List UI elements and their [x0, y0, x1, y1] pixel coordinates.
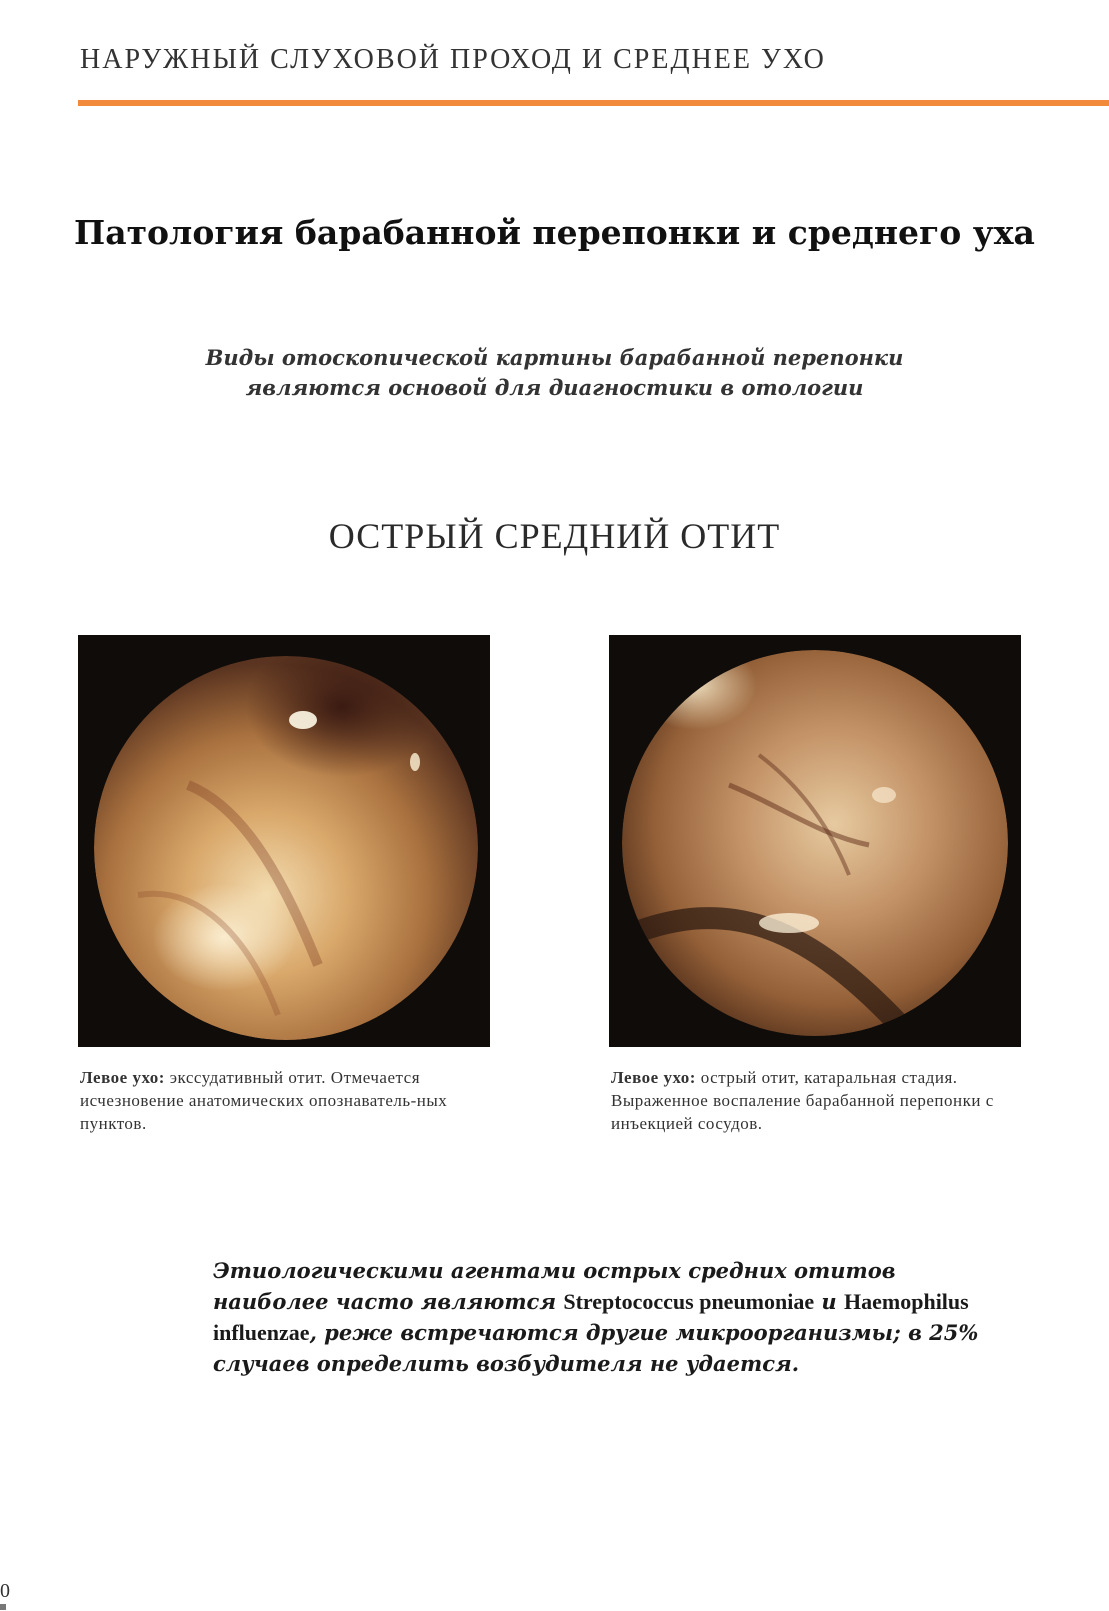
- caption-left: [80, 1066, 492, 1135]
- caption-right-label: Левое ухо:: [611, 1068, 696, 1087]
- subtitle-line-1: Виды отоскопической картины барабанной перепонки: [205, 345, 904, 370]
- caption-left-label: Левое ухо:: [80, 1068, 165, 1087]
- otoscopy-image-right: [609, 635, 1021, 1047]
- note-organism-2: Haemophilus influenzae: [213, 1289, 969, 1345]
- caption-right-text: острый отит, катаральная стадия. Выраженное воспаление барабанной перепонки с инъекцией сосудов.: [611, 1068, 994, 1133]
- otoscopy-photo-left: [78, 635, 490, 1047]
- caption-left-text: экссудативный отит. Отмечается исчезновение анатомических опознаватель-ных пунктов.: [80, 1068, 448, 1133]
- etiology-note: [213, 1255, 1013, 1379]
- otoscopy-photo-right: [609, 635, 1021, 1047]
- otoscopy-image-left: [78, 635, 490, 1047]
- subtitle: [0, 343, 1109, 403]
- running-head: НАРУЖНЫЙ СЛУХОВОЙ ПРОХОД И СРЕДНЕЕ УХО: [80, 44, 826, 75]
- page-title: Патология барабанной перепонки и среднего уха: [74, 213, 1035, 252]
- header-rule: [78, 100, 1109, 106]
- note-conjunction: и: [814, 1289, 845, 1314]
- note-part-2: , реже встречаются другие микроорганизмы; в 25% случаев определить возбудителя не удается.: [213, 1320, 979, 1376]
- note-organism-1: Streptococcus pneumoniae: [563, 1289, 815, 1314]
- subtitle-line-2: являются основой для диагностики в отологии: [245, 375, 864, 400]
- section-heading: ОСТРЫЙ СРЕДНИЙ ОТИТ: [328, 516, 781, 556]
- folio-mark: [0, 1604, 6, 1610]
- page-number: 0: [0, 1580, 10, 1602]
- caption-right: [611, 1066, 1023, 1135]
- note-part-1: Этиологическими агентами острых средних отитов наиболее часто являются: [213, 1258, 896, 1314]
